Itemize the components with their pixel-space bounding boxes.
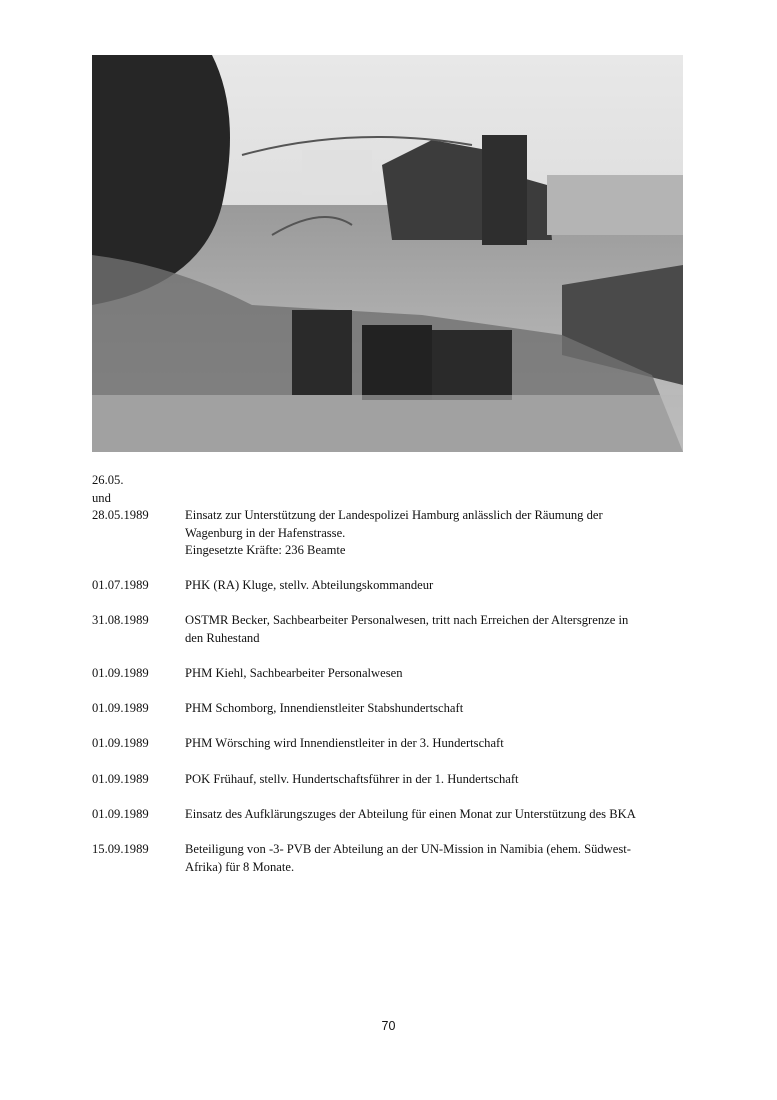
entry-date: 26.05. [92, 473, 124, 487]
entry-text: Einsatz des Aufklärungszuges der Abteilung für einen Monat zur Unterstützung des BKA [185, 807, 636, 821]
entry-text: Eingesetzte Kräfte: 236 Beamte [185, 543, 346, 557]
entry-date: 01.09.1989 [92, 772, 149, 786]
entry-text: Afrika) für 8 Monate. [185, 860, 295, 874]
entry-text: PHM Wörsching wird Innendienstleiter in der 3. Hundertschaft [185, 736, 504, 750]
entry-date: 31.08.1989 [92, 613, 149, 627]
entry-date: 01.07.1989 [92, 578, 149, 592]
entry-date: und [92, 491, 111, 505]
entry-date: 01.09.1989 [92, 666, 149, 680]
entry-text: POK Frühauf, stellv. Hundertschaftsführer in der 1. Hundertschaft [185, 772, 519, 786]
entry-date: 01.09.1989 [92, 807, 149, 821]
entry-date: 28.05.1989 [92, 508, 149, 522]
entry-text: PHM Kiehl, Sachbearbeiter Personalwesen [185, 666, 403, 680]
photo-hafenstrasse-police-operation [92, 55, 683, 452]
entry-text: den Ruhestand [185, 631, 260, 645]
entry-text: PHK (RA) Kluge, stellv. Abteilungskommandeur [185, 578, 434, 592]
entry-text: PHM Schomborg, Innendienstleiter Stabshundertschaft [185, 701, 464, 715]
entry-text: Einsatz zur Unterstützung der Landespolizei Hamburg anlässlich der Räumung der [185, 508, 603, 522]
entry-text: Beteiligung von -3- PVB der Abteilung an der UN-Mission in Namibia (ehem. Südwest- [185, 842, 631, 856]
entry-date: 15.09.1989 [92, 842, 149, 856]
entry-text: OSTMR Becker, Sachbearbeiter Personalwesen, tritt nach Erreichen der Altersgrenze in [185, 613, 629, 627]
entry-date: 01.09.1989 [92, 701, 149, 715]
page-number: 70 [381, 1019, 396, 1033]
entry-date: 01.09.1989 [92, 736, 149, 750]
entry-text: Wagenburg in der Hafenstrasse. [185, 526, 346, 540]
